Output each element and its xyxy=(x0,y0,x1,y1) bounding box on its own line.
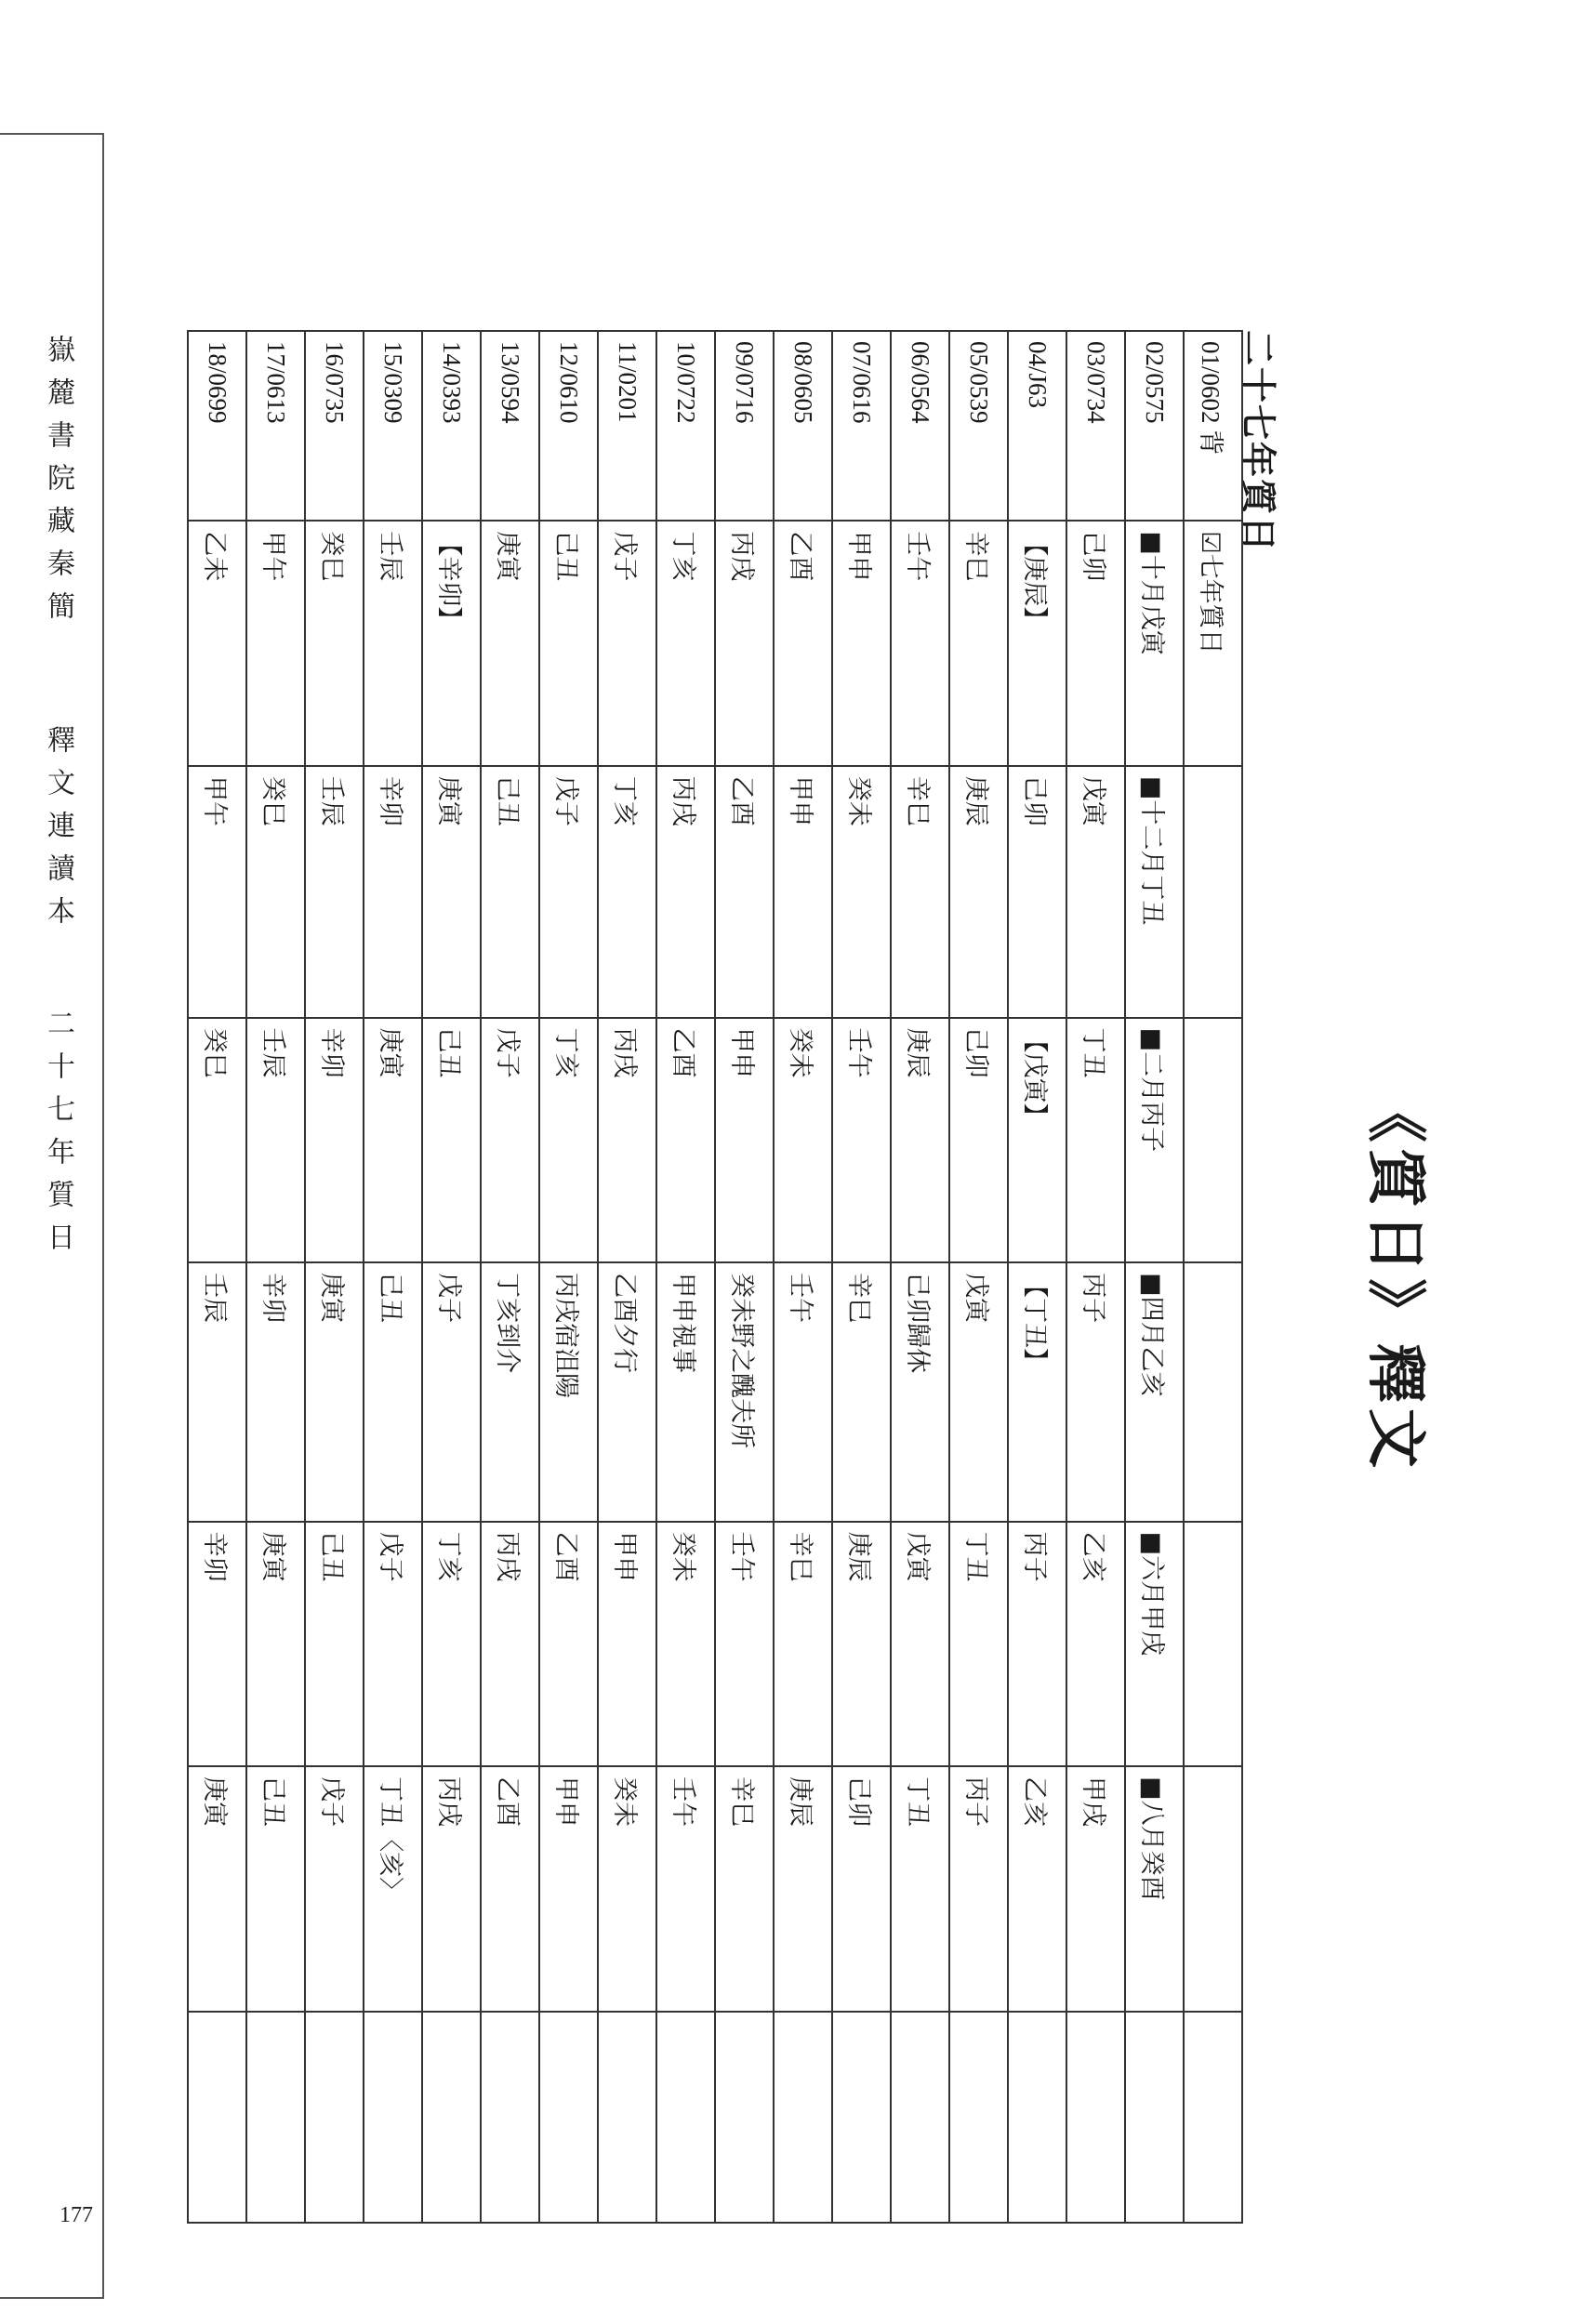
table-cell: 庚辰 xyxy=(891,1018,949,1262)
table-row xyxy=(188,331,246,2223)
table-cell: 己卯 xyxy=(832,1766,891,2012)
table-cell: 庚寅 xyxy=(188,1766,246,2012)
table-cell xyxy=(481,2012,539,2223)
table-cell xyxy=(891,2012,949,2223)
table-cell: 戊寅 xyxy=(891,1522,949,1766)
table-cell: 癸巳 xyxy=(188,1018,246,1262)
table-cell xyxy=(1184,766,1242,1018)
table-cell xyxy=(949,2012,1008,2223)
slip-number-cell: 10/0722 xyxy=(656,331,715,521)
table-cell: 壬午 xyxy=(891,521,949,765)
table-row xyxy=(832,331,891,2223)
table-cell xyxy=(1184,1262,1242,1522)
table-cell: 癸巳 xyxy=(305,521,364,765)
table-cell: 己丑 xyxy=(246,1766,305,2012)
margin-rule-top xyxy=(0,133,104,135)
table-cell: 戊子 xyxy=(598,521,656,765)
table-cell: 戊子 xyxy=(481,1018,539,1262)
table-cell: 乙酉 xyxy=(481,1766,539,2012)
table-cell: 丁亥到介 xyxy=(481,1262,539,1522)
page-title: 《質日》釋文 xyxy=(1360,1083,1430,1473)
table-cell: 丁丑 xyxy=(1066,1018,1125,1262)
slip-number-cell: 01/0602 背 xyxy=(1184,331,1242,521)
table-row xyxy=(305,331,364,2223)
slip-number-cell: 17/0613 xyxy=(246,331,305,521)
running-header-book: 嶽麓書院藏秦簡 xyxy=(42,335,74,634)
slip-number-cell: 08/0605 xyxy=(774,331,832,521)
table-cell xyxy=(715,2012,774,2223)
table-cell: 己卯 xyxy=(949,1018,1008,1262)
margin-rule-bottom xyxy=(0,2297,104,2299)
table-row xyxy=(1125,331,1184,2223)
table-cell: 壬午 xyxy=(715,1522,774,1766)
table-cell: 丙戌 xyxy=(656,766,715,1018)
table-cell xyxy=(656,2012,715,2223)
slip-number-cell: 05/0539 xyxy=(949,331,1008,521)
table-cell: 癸未 xyxy=(656,1522,715,1766)
table-row xyxy=(246,331,305,2223)
table-cell: 丁亥 xyxy=(422,1522,481,1766)
table-cell: ☑七年質日 xyxy=(1184,521,1242,765)
table-cell: 癸未 xyxy=(832,766,891,1018)
slip-number-cell: 09/0716 xyxy=(715,331,774,521)
table-cell: 庚寅 xyxy=(305,1262,364,1522)
margin-rule xyxy=(102,133,104,2299)
table-cell: 壬午 xyxy=(832,1018,891,1262)
table-cell xyxy=(1066,2012,1125,2223)
table-cell: 甲申 xyxy=(598,1522,656,1766)
table-cell: 甲戌 xyxy=(1066,1766,1125,2012)
slip-number-cell: 18/0699 xyxy=(188,331,246,521)
table-cell: 【戊寅】 xyxy=(1008,1018,1066,1262)
table-cell xyxy=(1184,2012,1242,2223)
slip-number-cell: 11/0201 xyxy=(598,331,656,521)
table-cell: 【庚辰】 xyxy=(1008,521,1066,765)
table-cell: 戊子 xyxy=(364,1522,422,1766)
table-cell xyxy=(598,2012,656,2223)
table-cell: 甲午 xyxy=(188,766,246,1018)
table-cell: 丁丑〈亥〉 xyxy=(364,1766,422,2012)
slip-number-cell: 07/0616 xyxy=(832,331,891,521)
table-cell xyxy=(1184,1522,1242,1766)
calendar-table xyxy=(187,330,1243,2224)
table-cell: 甲申 xyxy=(832,521,891,765)
table-cell: 乙酉 xyxy=(656,1018,715,1262)
table-cell: 己丑 xyxy=(364,1262,422,1522)
table-cell: 壬辰 xyxy=(188,1262,246,1522)
slip-number-cell: 04/J63 xyxy=(1008,331,1066,521)
table-cell xyxy=(305,2012,364,2223)
table-cell: 丙戌 xyxy=(715,521,774,765)
table-cell: 己卯 xyxy=(1066,521,1125,765)
table-cell: 甲午 xyxy=(246,521,305,765)
table-cell: 乙未 xyxy=(188,521,246,765)
table-cell: 戊子 xyxy=(305,1766,364,2012)
slip-number-cell: 03/0734 xyxy=(1066,331,1125,521)
table-cell xyxy=(364,2012,422,2223)
slip-number-cell: 06/0564 xyxy=(891,331,949,521)
table-cell: 丙戌 xyxy=(598,1018,656,1262)
table-cell xyxy=(188,2012,246,2223)
slip-number-cell: 12/0610 xyxy=(539,331,598,521)
section-title: 二十七年質日 xyxy=(1238,330,1278,554)
table-cell: 己卯歸休 xyxy=(891,1262,949,1522)
table-row xyxy=(949,331,1008,2223)
table-cell: 丁丑 xyxy=(891,1766,949,2012)
table-cell: 乙酉 xyxy=(539,1522,598,1766)
table-cell xyxy=(1008,2012,1066,2223)
table-cell: 癸巳 xyxy=(246,766,305,1018)
table-cell: 乙亥 xyxy=(1066,1522,1125,1766)
table-cell: 庚寅 xyxy=(364,1018,422,1262)
table-cell: 甲申 xyxy=(715,1018,774,1262)
table-cell: 癸未 xyxy=(598,1766,656,2012)
table-row xyxy=(891,331,949,2223)
table-cell: 壬午 xyxy=(656,1766,715,2012)
table-cell: 乙酉 xyxy=(774,521,832,765)
table-cell: ■十月戊寅 xyxy=(1125,521,1184,765)
table-cell: 辛卯 xyxy=(305,1018,364,1262)
table-cell: 庚辰 xyxy=(832,1522,891,1766)
table-cell: 丙戌宿沮陽 xyxy=(539,1262,598,1522)
table-cell: 【丁丑】 xyxy=(1008,1262,1066,1522)
table-cell: 乙酉夕行 xyxy=(598,1262,656,1522)
table-cell xyxy=(832,2012,891,2223)
table-cell: 戊寅 xyxy=(949,1262,1008,1522)
rotated-content xyxy=(169,330,1443,2226)
table-cell: 庚辰 xyxy=(949,766,1008,1018)
table-cell: 【辛卯】 xyxy=(422,521,481,765)
table-cell: ■六月甲戌 xyxy=(1125,1522,1184,1766)
table-cell: 甲申 xyxy=(774,766,832,1018)
table-cell xyxy=(539,2012,598,2223)
slip-number-cell: 16/0735 xyxy=(305,331,364,521)
running-header-volume: 釋文連讀本 xyxy=(42,725,74,939)
table-row xyxy=(1184,331,1242,2223)
table-cell: 庚辰 xyxy=(774,1766,832,2012)
table-cell xyxy=(1184,1018,1242,1262)
table-cell: ■十二月丁丑 xyxy=(1125,766,1184,1018)
table-cell xyxy=(422,2012,481,2223)
table-cell: 己卯 xyxy=(1008,766,1066,1018)
table-cell: 戊寅 xyxy=(1066,766,1125,1018)
table-cell: 辛巳 xyxy=(832,1262,891,1522)
table-cell: 己丑 xyxy=(305,1522,364,1766)
table-cell: 丁丑 xyxy=(949,1522,1008,1766)
table-cell: ■二月丙子 xyxy=(1125,1018,1184,1262)
table-cell xyxy=(246,2012,305,2223)
table-cell: 戊子 xyxy=(539,766,598,1018)
table-cell: 甲申 xyxy=(539,1766,598,2012)
page-number: 177 xyxy=(60,2203,93,2227)
table-row xyxy=(1008,331,1066,2223)
table-cell: 丙子 xyxy=(1066,1262,1125,1522)
table-cell: ■八月癸酉 xyxy=(1125,1766,1184,2012)
table-cell: 己丑 xyxy=(539,521,598,765)
table-cell: 丁亥 xyxy=(656,521,715,765)
table-cell xyxy=(1184,1766,1242,2012)
table-cell: 癸未 xyxy=(774,1018,832,1262)
table-cell: 乙酉 xyxy=(715,766,774,1018)
table-row xyxy=(422,331,481,2223)
table-cell xyxy=(1125,2012,1184,2223)
table-row xyxy=(364,331,422,2223)
slip-number-cell: 15/0309 xyxy=(364,331,422,521)
slip-number-cell: 02/0575 xyxy=(1125,331,1184,521)
table-row xyxy=(774,331,832,2223)
table-cell: 庚寅 xyxy=(246,1522,305,1766)
table-cell: 辛巳 xyxy=(715,1766,774,2012)
slip-number-cell: 14/0393 xyxy=(422,331,481,521)
table-cell: ■四月乙亥 xyxy=(1125,1262,1184,1522)
slip-number-cell: 13/0594 xyxy=(481,331,539,521)
table-cell: 甲申視事 xyxy=(656,1262,715,1522)
table-cell: 壬午 xyxy=(774,1262,832,1522)
table-cell: 壬辰 xyxy=(246,1018,305,1262)
table-cell: 乙亥 xyxy=(1008,1766,1066,2012)
table-cell: 庚寅 xyxy=(481,521,539,765)
table-cell: 己丑 xyxy=(481,766,539,1018)
table-cell: 丙子 xyxy=(1008,1522,1066,1766)
calendar-table-body xyxy=(188,331,1242,2223)
table-cell: 戊子 xyxy=(422,1262,481,1522)
table-cell: 辛巳 xyxy=(891,766,949,1018)
running-header-chapter: 二十七年質日 xyxy=(42,1009,74,1265)
table-cell: 丙戌 xyxy=(422,1766,481,2012)
table-row xyxy=(1066,331,1125,2223)
table-cell: 癸未野之醜夫所 xyxy=(715,1262,774,1522)
table-cell: 辛卯 xyxy=(246,1262,305,1522)
table-row xyxy=(656,331,715,2223)
table-cell: 庚寅 xyxy=(422,766,481,1018)
table-cell: 辛巳 xyxy=(774,1522,832,1766)
table-cell: 丙子 xyxy=(949,1766,1008,2012)
table-row xyxy=(715,331,774,2223)
table-cell: 丁亥 xyxy=(539,1018,598,1262)
table-cell: 壬辰 xyxy=(364,521,422,765)
table-cell: 己丑 xyxy=(422,1018,481,1262)
table-row xyxy=(481,331,539,2223)
table-cell: 辛卯 xyxy=(364,766,422,1018)
table-cell: 壬辰 xyxy=(305,766,364,1018)
table-row xyxy=(539,331,598,2223)
table-cell: 辛卯 xyxy=(188,1522,246,1766)
table-cell: 辛巳 xyxy=(949,521,1008,765)
table-cell: 丙戌 xyxy=(481,1522,539,1766)
table-row xyxy=(598,331,656,2223)
table-cell xyxy=(774,2012,832,2223)
table-cell: 丁亥 xyxy=(598,766,656,1018)
